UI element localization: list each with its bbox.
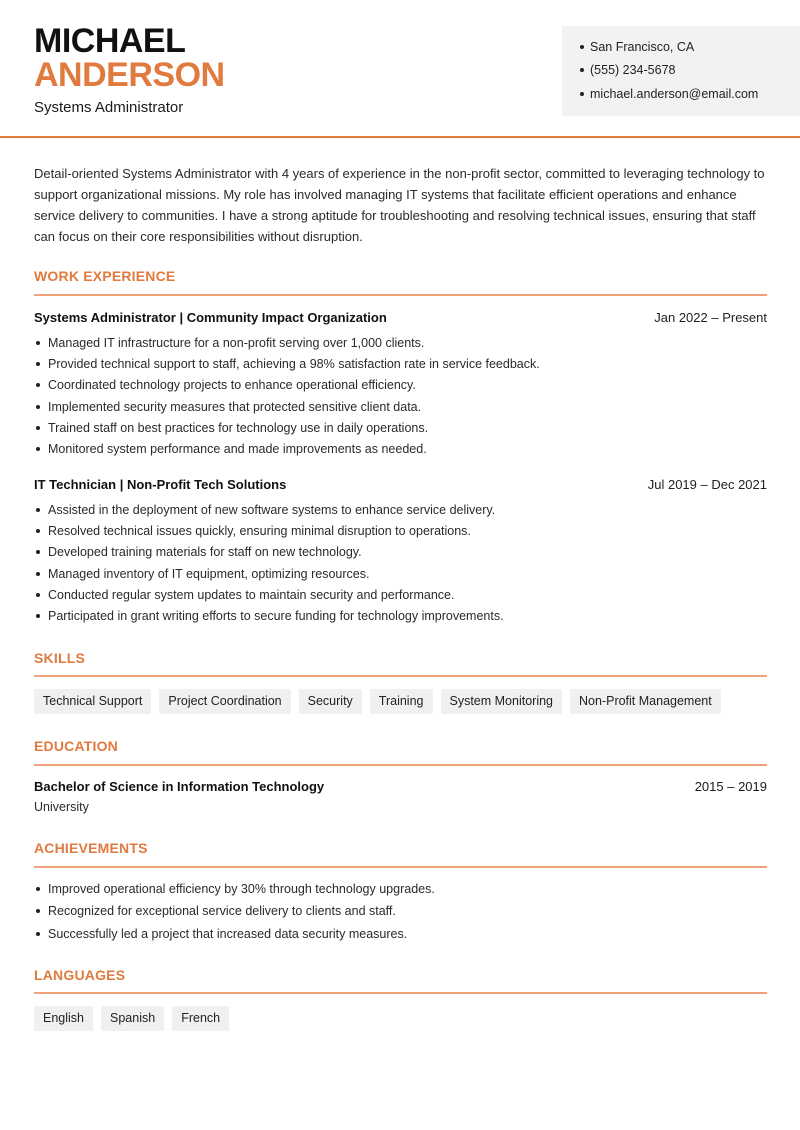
bullet-icon	[36, 426, 40, 430]
bullet-text: Coordinated technology projects to enhance operational efficiency.	[48, 378, 416, 393]
section-title-skills: SKILLS	[34, 650, 85, 666]
list-item	[34, 520, 767, 541]
bullet-text: Trained staff on best practices for technology use in daily operations.	[48, 420, 429, 435]
bullet-icon	[36, 383, 40, 387]
job-bullets	[34, 499, 767, 627]
first-name: MICHAEL	[34, 22, 186, 60]
language-tag: French	[172, 1006, 229, 1031]
bullet-text: Successfully led a project that increased data security measures.	[48, 926, 408, 941]
school: University	[34, 800, 89, 814]
bullet-icon	[36, 362, 40, 366]
bullet-icon	[36, 405, 40, 409]
resume-header	[0, 0, 800, 138]
list-item	[34, 353, 767, 374]
list-item	[34, 584, 767, 605]
section-title-work: WORK EXPERIENCE	[34, 268, 176, 284]
bullet-text: Developed training materials for staff on new technology.	[48, 545, 362, 560]
bullet-icon	[36, 529, 40, 533]
summary: Detail-oriented Systems Administrator with 4 years of experience in the non-profit sector, committed to leveraging technology to support organizational missions. My role has involved managing IT systems that facilitate efficient operations and enhance service delivery to communities. I have a strong aptitude for troubleshooting and resolving technical issues, ensuring that staff can focus on their core responsibilities without disruption.	[34, 166, 765, 244]
bullet-icon	[36, 341, 40, 345]
job-role: IT Technician | Non-Profit Tech Solutions	[34, 477, 287, 492]
contact-box	[562, 26, 800, 116]
language-tag: English	[34, 1006, 93, 1031]
list-item	[34, 605, 767, 626]
bullet-icon	[580, 92, 584, 96]
section-divider	[34, 764, 767, 766]
list-item	[34, 499, 767, 520]
education-header	[34, 779, 767, 794]
job-header	[34, 310, 767, 325]
bullet-icon	[36, 550, 40, 554]
section-title-achievements: ACHIEVEMENTS	[34, 840, 148, 856]
last-name: ANDERSON	[34, 56, 225, 94]
job-bullets	[34, 332, 767, 460]
bullet-text: Implemented security measures that protected sensitive client data.	[48, 399, 422, 414]
bullet-text: Recognized for exceptional service delivery to clients and staff.	[48, 904, 396, 919]
achievement-bullets	[34, 878, 767, 945]
job-dates: Jan 2022 – Present	[654, 310, 767, 325]
bullet-icon	[36, 887, 40, 891]
list-item	[34, 375, 767, 396]
skill-tag: Non-Profit Management	[570, 689, 721, 714]
list-item	[34, 923, 767, 945]
phone-text: (555) 234-5678	[590, 63, 676, 78]
list-item	[34, 878, 767, 900]
bullet-icon	[36, 614, 40, 618]
bullet-text: Managed inventory of IT equipment, optimizing resources.	[48, 566, 370, 581]
location-text: San Francisco, CA	[590, 39, 695, 54]
contact-email	[580, 82, 800, 106]
job-header	[34, 477, 767, 492]
bullet-icon	[36, 508, 40, 512]
contact-phone	[580, 59, 800, 83]
bullet-text: Participated in grant writing efforts to secure funding for technology improvements.	[48, 609, 504, 624]
list-item	[34, 563, 767, 584]
education-dates: 2015 – 2019	[694, 779, 767, 794]
bullet-icon	[580, 68, 584, 72]
bullet-icon	[36, 932, 40, 936]
section-title-education: EDUCATION	[34, 738, 118, 754]
skill-tag: Project Coordination	[159, 689, 290, 714]
skills-tags	[34, 689, 721, 714]
bullet-icon	[580, 45, 584, 49]
bullet-icon	[36, 447, 40, 451]
job-title: Systems Administrator	[34, 99, 184, 116]
bullet-icon	[36, 909, 40, 913]
job-role: Systems Administrator | Community Impact Organization	[34, 310, 387, 325]
bullet-icon	[36, 593, 40, 597]
section-divider	[34, 866, 767, 868]
language-tags	[34, 1006, 229, 1031]
section-divider	[34, 992, 767, 994]
section-divider	[34, 675, 767, 677]
bullet-text: Improved operational efficiency by 30% through technology upgrades.	[48, 882, 435, 897]
section-divider	[34, 294, 767, 296]
skill-tag: Technical Support	[34, 689, 151, 714]
job-dates: Jul 2019 – Dec 2021	[647, 477, 767, 492]
skill-tag: System Monitoring	[441, 689, 563, 714]
contact-location	[580, 35, 800, 59]
language-tag: Spanish	[101, 1006, 164, 1031]
skill-tag: Training	[370, 689, 433, 714]
bullet-text: Provided technical support to staff, achieving a 98% satisfaction rate in service feedback.	[48, 356, 540, 371]
bullet-icon	[36, 572, 40, 576]
list-item	[34, 542, 767, 563]
bullet-text: Conducted regular system updates to maintain security and performance.	[48, 587, 455, 602]
bullet-text: Assisted in the deployment of new software systems to enhance service delivery.	[48, 502, 496, 517]
list-item	[34, 332, 767, 353]
skill-tag: Security	[299, 689, 362, 714]
list-item	[34, 417, 767, 438]
bullet-text: Monitored system performance and made improvements as needed.	[48, 442, 427, 457]
email-text: michael.anderson@email.com	[590, 86, 759, 101]
list-item	[34, 396, 767, 417]
list-item	[34, 438, 767, 459]
bullet-text: Resolved technical issues quickly, ensuring minimal disruption to operations.	[48, 523, 471, 538]
degree: Bachelor of Science in Information Technology	[34, 779, 325, 794]
bullet-text: Managed IT infrastructure for a non-profit serving over 1,000 clients.	[48, 335, 425, 350]
section-title-languages: LANGUAGES	[34, 967, 126, 983]
list-item	[34, 900, 767, 922]
